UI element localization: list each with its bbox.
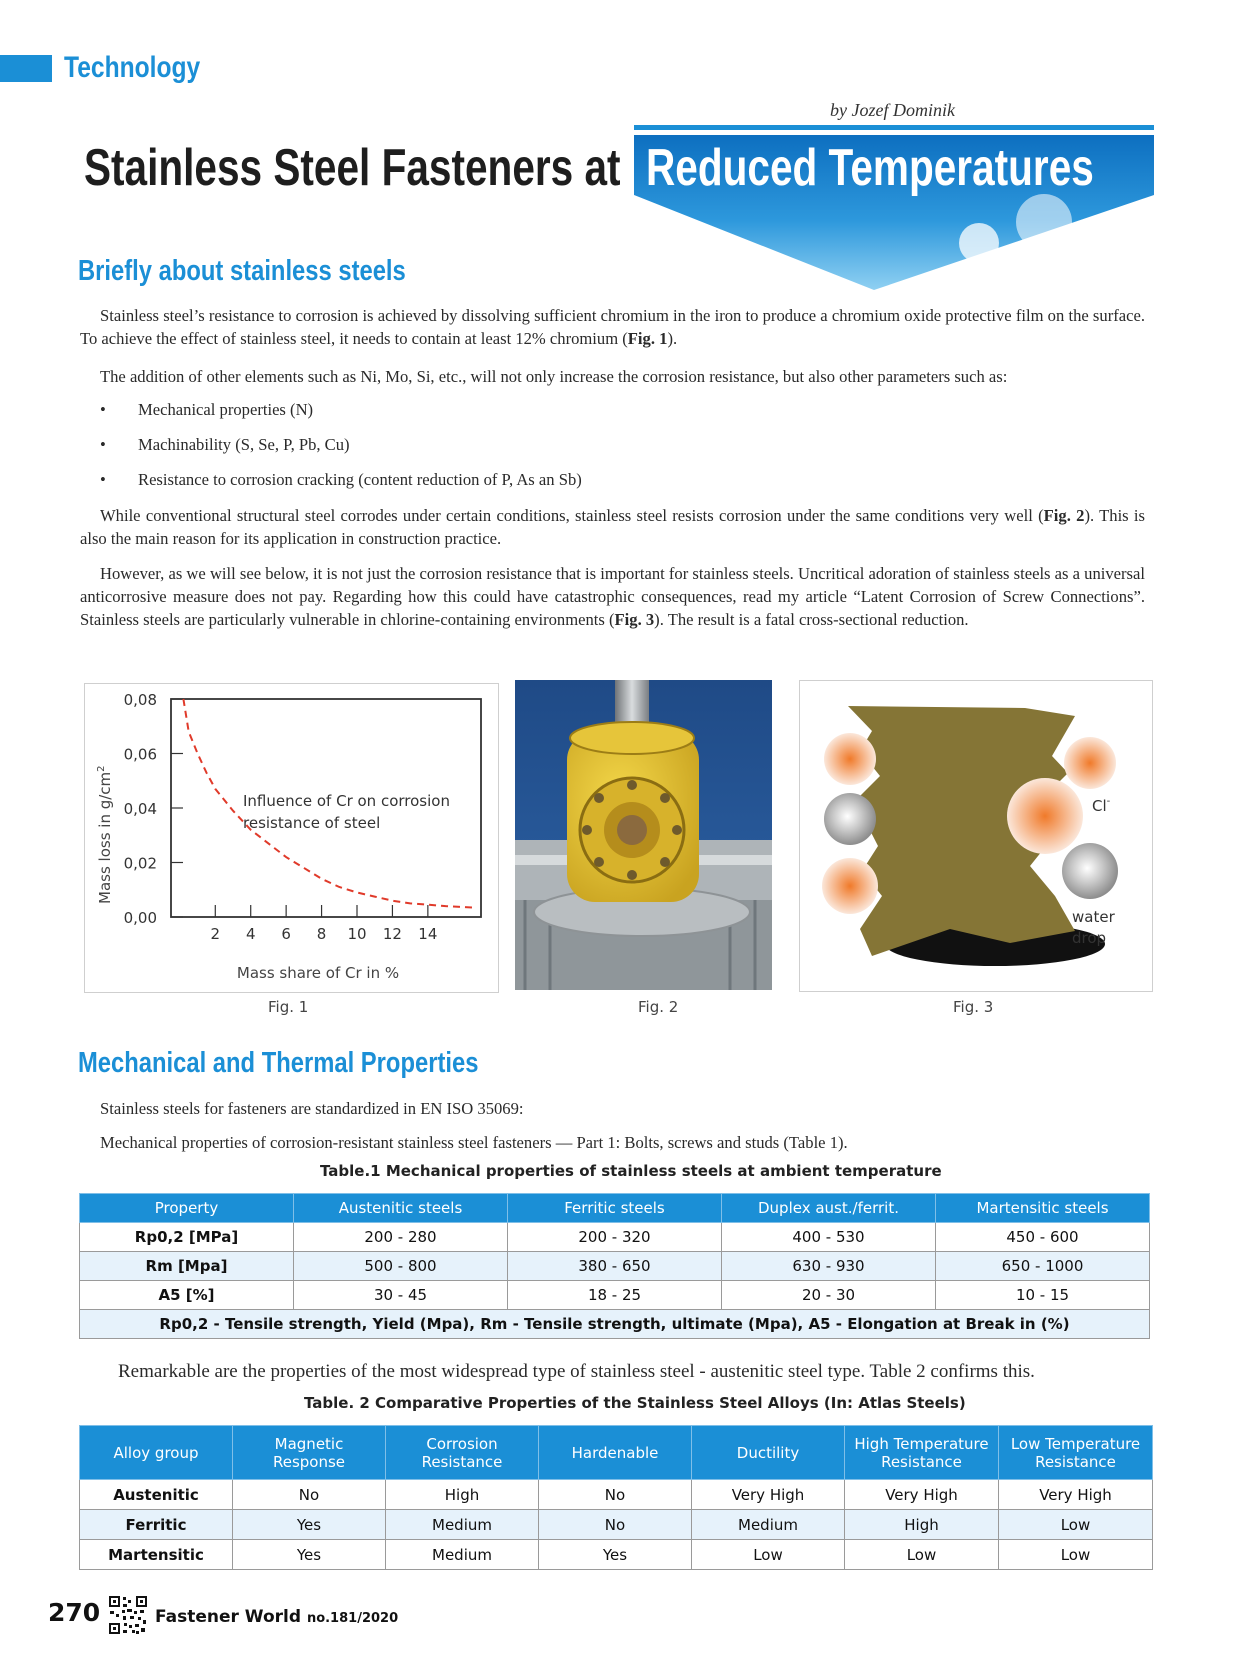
banner-bubble-small bbox=[959, 223, 999, 263]
paragraph-1 bbox=[80, 304, 1145, 350]
banner-top-rule bbox=[634, 125, 1154, 130]
paragraph-4 bbox=[80, 562, 1145, 631]
chart-annotation-line2: resistance of steel bbox=[243, 814, 381, 832]
bullet-dot: • bbox=[100, 470, 106, 489]
magazine-issue: no.181/2020 bbox=[306, 1611, 399, 1626]
table-row bbox=[80, 1480, 1153, 1510]
chart-y-tick-label: 0,06 bbox=[123, 745, 157, 764]
bullet-dot: • bbox=[100, 400, 106, 419]
bullet-text: Resistance to corrosion cracking (content reduction of P, As an Sb) bbox=[138, 470, 582, 489]
bullet-text: Mechanical properties (N) bbox=[138, 400, 314, 419]
chart-x-tick-label: 4 bbox=[245, 925, 256, 943]
table-cell: Martensitic bbox=[80, 1540, 233, 1570]
table-header: Martensitic steels bbox=[936, 1194, 1150, 1223]
water-drop-label-line2: drop bbox=[1072, 929, 1107, 947]
table-cell: Medium bbox=[692, 1510, 845, 1540]
table-row bbox=[80, 1252, 1150, 1281]
table-cell: Austenitic bbox=[80, 1480, 233, 1510]
table-cell: 18 - 25 bbox=[508, 1281, 722, 1310]
table-cell: No bbox=[539, 1510, 692, 1540]
table-cell: Low bbox=[845, 1540, 999, 1570]
table-cell: Rm [Mpa] bbox=[80, 1252, 294, 1281]
water-molecule bbox=[824, 793, 876, 845]
water-drop-label-line1: water bbox=[1072, 908, 1115, 926]
chart-y-tick-label: 0,00 bbox=[123, 909, 157, 927]
table-2-caption: Table. 2 Comparative Properties of the Stainless Steel Alloys (In: Atlas Steels) bbox=[304, 1394, 966, 1412]
magazine-name: Fastener World bbox=[155, 1607, 302, 1627]
table-2-comparative-properties bbox=[79, 1425, 1153, 1570]
table-1-header-row bbox=[80, 1194, 1150, 1223]
chart-y-axis-label-text: Mass loss in g/cm bbox=[96, 771, 114, 904]
table-cell: 200 - 320 bbox=[508, 1223, 722, 1252]
table-cell: Rp0,2 [MPa] bbox=[80, 1223, 294, 1252]
chloride-label-text: Cl bbox=[1092, 797, 1107, 815]
header-line: Resistance bbox=[421, 1452, 503, 1471]
figure-3-frame bbox=[799, 680, 1153, 992]
header-line: Ductility bbox=[736, 1443, 800, 1462]
table-cell: 200 - 280 bbox=[294, 1223, 508, 1252]
header-line: Magnetic bbox=[274, 1434, 344, 1453]
paragraph-3-text: While conventional structural steel corrodes under certain conditions, stainless steel resists corrosion under the same conditions very well ( bbox=[100, 506, 1044, 525]
chart-y-tick-label: 0,02 bbox=[123, 854, 157, 873]
table-header: Duplex aust./ferrit. bbox=[722, 1194, 936, 1223]
table-cell: 500 - 800 bbox=[294, 1252, 508, 1281]
figure-2-photo bbox=[515, 680, 772, 990]
fig3-reference: Fig. 3 bbox=[614, 610, 655, 629]
header-line: Low Temperature bbox=[1010, 1434, 1141, 1453]
chloride-ion bbox=[824, 733, 876, 785]
paragraph-2: The addition of other elements such as Ni, Mo, Si, etc., will not only increase the corrosion resistance, but also other parameters such as: bbox=[100, 367, 1008, 386]
table-cell: Medium bbox=[386, 1510, 539, 1540]
table-cell: High bbox=[845, 1510, 999, 1540]
chloride-ion bbox=[822, 858, 878, 914]
table-cell: Low bbox=[999, 1510, 1153, 1540]
table-header bbox=[692, 1426, 845, 1480]
table-cell: Yes bbox=[233, 1540, 386, 1570]
table-cell: 10 - 15 bbox=[936, 1281, 1150, 1310]
paragraph-mechanical: Mechanical properties of corrosion-resistant stainless steel fasteners — Part 1: Bolts, screws and studs (Table 1). bbox=[100, 1133, 848, 1152]
section-heading-mechanical: Mechanical and Thermal Properties bbox=[78, 1047, 479, 1079]
bullet-dot: • bbox=[100, 435, 106, 454]
fig1-reference: Fig. 1 bbox=[627, 329, 668, 348]
shaft bbox=[617, 815, 647, 845]
figure-1-caption: Fig. 1 bbox=[268, 998, 309, 1016]
paragraph-remarkable: Remarkable are the properties of the most widespread type of stainless steel - austenitic steel type. Table 2 confirms this. bbox=[118, 1361, 1035, 1382]
table-1-mechanical-properties bbox=[79, 1193, 1150, 1339]
qr-code-icon bbox=[108, 1595, 148, 1635]
valve-photo-illustration bbox=[515, 680, 772, 990]
table-cell: 650 - 1000 bbox=[936, 1252, 1150, 1281]
chloride-label bbox=[1092, 796, 1111, 815]
table-cell: No bbox=[539, 1480, 692, 1510]
table-row bbox=[80, 1540, 1153, 1570]
paragraph-1-end: ). bbox=[667, 329, 678, 348]
table-row bbox=[80, 1223, 1150, 1252]
header-line: Hardenable bbox=[571, 1443, 659, 1462]
table-header: Ferritic steels bbox=[508, 1194, 722, 1223]
header-line: Resistance bbox=[881, 1452, 962, 1471]
table-header bbox=[80, 1426, 233, 1480]
table-cell: Low bbox=[692, 1540, 845, 1570]
corrosion-chart bbox=[85, 684, 498, 992]
fig2-reference: Fig. 2 bbox=[1043, 506, 1085, 525]
banner-bubble-large bbox=[1016, 194, 1072, 250]
paragraph-1-text: Stainless steel’s resistance to corrosion is achieved by dissolving sufficient chromium in the iron to produce a chromium oxide protective film on the surface. To achieve the effect of stainless steel, it needs to contain at least 12% chromium ( bbox=[80, 306, 1145, 348]
header-line: Alloy group bbox=[113, 1443, 199, 1462]
magazine-info bbox=[155, 1607, 398, 1627]
bullet-text: Machinability (S, Se, P, Pb, Cu) bbox=[138, 435, 350, 454]
table-header bbox=[386, 1426, 539, 1480]
header-line: High Temperature bbox=[854, 1434, 989, 1453]
chart-x-tick-label: 2 bbox=[210, 925, 221, 943]
table-cell: 380 - 650 bbox=[508, 1252, 722, 1281]
page-number: 270 bbox=[48, 1598, 101, 1627]
bullet-item bbox=[100, 435, 1000, 459]
paragraph-3 bbox=[80, 504, 1145, 550]
chart-y-axis-label-group bbox=[96, 765, 114, 904]
chart-x-tick-label: 14 bbox=[418, 925, 438, 943]
chart-y-axis-label-sup: 2 bbox=[96, 765, 107, 772]
table-row bbox=[80, 1510, 1153, 1540]
table-cell: Very High bbox=[999, 1480, 1153, 1510]
table-header bbox=[233, 1426, 386, 1480]
table-cell: Yes bbox=[233, 1510, 386, 1540]
table-cell: A5 [%] bbox=[80, 1281, 294, 1310]
table-cell: 400 - 530 bbox=[722, 1223, 936, 1252]
chloride-corrosion-illustration bbox=[800, 681, 1152, 991]
chloride-label-sup: - bbox=[1106, 796, 1111, 807]
table-header bbox=[539, 1426, 692, 1480]
bullet-item bbox=[100, 400, 1000, 424]
table-header: Property bbox=[80, 1194, 294, 1223]
table-2-header-row bbox=[80, 1426, 1153, 1480]
chart-y-tick-label: 0,08 bbox=[123, 691, 157, 709]
header-line: Resistance bbox=[1035, 1452, 1116, 1471]
chart-annotation-line1: Influence of Cr on corrosion bbox=[243, 792, 450, 810]
table-cell: Yes bbox=[539, 1540, 692, 1570]
table-cell: 30 - 45 bbox=[294, 1281, 508, 1310]
paragraph-4-text: However, as we will see below, it is not just the corrosion resistance that is important for stainless steels. Uncritical adoration of stainless steels as a universal anticorrosive measure does not pay. Regarding how this could have catastrophic consequences, read my article “Latent Corrosion of Screw Connections”. Stainless steels are particularly vulnerable in chlorine-containing environments ( bbox=[80, 564, 1145, 629]
table-header: Austenitic steels bbox=[294, 1194, 508, 1223]
table-header bbox=[999, 1426, 1153, 1480]
table-cell: High bbox=[386, 1480, 539, 1510]
table-cell: 630 - 930 bbox=[722, 1252, 936, 1281]
chart-x-tick-label: 12 bbox=[382, 925, 402, 943]
chart-x-axis-label: Mass share of Cr in % bbox=[236, 964, 400, 982]
table-cell: Low bbox=[999, 1540, 1153, 1570]
figure-1-frame bbox=[84, 683, 499, 993]
chart-x-tick-label: 6 bbox=[281, 925, 291, 943]
table-cell: No bbox=[233, 1480, 386, 1510]
figure-3-caption: Fig. 3 bbox=[953, 998, 994, 1016]
table-cell: 20 - 30 bbox=[722, 1281, 936, 1310]
table-cell: Ferritic bbox=[80, 1510, 233, 1540]
chart-x-tick-label: 10 bbox=[347, 925, 367, 943]
bullet-item bbox=[100, 470, 1000, 494]
table-row bbox=[80, 1281, 1150, 1310]
paragraph-3-end: ). This is also the main reason for its application in construction practice. bbox=[80, 506, 1146, 548]
table-1-note: Rp0,2 - Tensile strength, Yield (Mpa), Rm - Tensile strength, ultimate (Mpa), A5 - Elongation at Break in (%) bbox=[80, 1310, 1150, 1339]
paragraph-standard: Stainless steels for fasteners are standardized in EN ISO 35069: bbox=[100, 1099, 524, 1118]
table-1-note-row bbox=[80, 1310, 1150, 1339]
table-cell: Very High bbox=[845, 1480, 999, 1510]
paragraph-4-end: ). The result is a fatal cross-sectional reduction. bbox=[654, 610, 969, 629]
table-header bbox=[845, 1426, 999, 1480]
header-line: Corrosion bbox=[426, 1434, 498, 1453]
section-heading-stainless: Briefly about stainless steels bbox=[78, 255, 406, 287]
chart-y-axis-label bbox=[96, 765, 114, 904]
chart-x-tick-label: 8 bbox=[316, 925, 327, 943]
header-line: Response bbox=[272, 1452, 346, 1471]
table-cell: Medium bbox=[386, 1540, 539, 1570]
table-cell: 450 - 600 bbox=[936, 1223, 1150, 1252]
chart-y-tick-label: 0,04 bbox=[123, 800, 157, 818]
article-title-part1: Stainless Steel Fasteners at bbox=[84, 139, 621, 197]
section-color-bar bbox=[0, 55, 52, 82]
figure-2-caption: Fig. 2 bbox=[638, 998, 679, 1016]
section-label: Technology bbox=[64, 51, 201, 84]
article-title-part2: Reduced Temperatures bbox=[646, 139, 1094, 197]
table-1-caption: Table.1 Mechanical properties of stainless steels at ambient temperature bbox=[320, 1162, 942, 1180]
table-cell: Very High bbox=[692, 1480, 845, 1510]
byline: by Jozef Dominik bbox=[830, 100, 955, 120]
